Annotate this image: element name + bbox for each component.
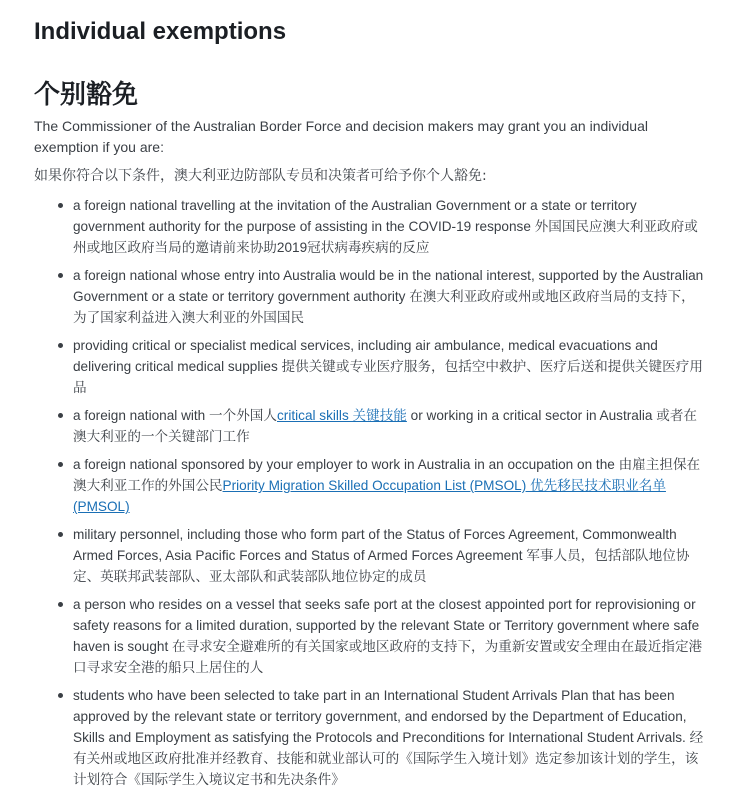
list-item [34,685,714,790]
list-item [34,195,714,258]
list-item-text: students who have been selected to take part in an International Student Arrivals Plan that has been approved by the relevant state or territory government, and endorsed by the Department of Education, Skills and Employment as satisfying the Protocols and Preconditions for International Student Arrivals. 经有关州或地区政府批准并经教育、技能和就业部认可的《国际学生入境计划》选定参加该计划的学生，该计划符合《国际学生入境议定书和先决条件》 [73,688,704,787]
bullet-icon [58,602,63,607]
bullet-icon [58,273,63,278]
list-item [34,524,714,587]
intro-paragraph: The Commissioner of the Australian Border Force and decision makers may grant you an individual exemption if you are: [34,118,648,155]
bullet-icon [58,413,63,418]
list-item-text: a foreign national sponsored by your employer to work in Australia in an occupation on the 由雇主担保在澳大利亚工作的外国公民 [73,457,701,493]
list-item-text: a foreign national whose entry into Australia would be in the national interest, supported by the Australian Government or a state or territory government authority 在澳大利亚政府或州或地区政府当局的支持下，为了国家利益进入澳大利亚的外国国民 [73,268,704,325]
list-item [34,335,714,398]
bullet-icon [58,203,63,208]
list-item-text: military personnel, including those who form part of the Status of Forces Agreement, Commonwealth Armed Forces, Asia Pacific Forces and Status of Armed Forces Agreement 军事人员，包括部队地位协定、英联邦武装部队、亚太部队和武装部队地位协定的成员 [73,527,690,584]
list-item-text: a person who resides on a vessel that seeks safe port at the closest appointed port for reprovisioning or safety reasons for a limited duration, supported by the relevant State or Territory government where safe haven is sought 在寻求安全避难所的有关国家或地区政府的支持下，为重新安置或安全理由在最近指定港口寻求安全港的船只上居住的人 [73,597,703,675]
list-item-text: a foreign national travelling at the invitation of the Australian Government or a state or territory government authority for the purpose of assisting in the COVID-19 response 外国国民应澳大利亚政府或州或地区政府当局的邀请前来协助2019冠状病毒疾病的反应 [73,198,698,255]
list-item [34,454,714,517]
critical-skills-link[interactable]: critical skills 关键技能 [277,408,407,423]
exemption-list [34,195,714,790]
bullet-icon [58,693,63,698]
list-item [34,405,714,447]
list-item [34,265,714,328]
bullet-icon [58,532,63,537]
bullet-icon [58,343,63,348]
list-item-text: or working in a critical sector in Australia 或者在澳大利亚的一个关键部门工作 [73,408,698,444]
page-title-chinese: 个别豁免 [34,80,139,110]
list-item-text: a foreign national with 一个外国人 [73,408,277,423]
intro-paragraph-chinese: 如果你符合以下条件，澳大利亚边防部队专员和决策者可给予你个人豁免: [34,168,487,184]
list-item-text: providing critical or specialist medical services, including air ambulance, medical evacuations and delivering critical medical supplies 提供关键或专业医疗服务，包括空中救护、医疗后送和提供关键医疗用品 [73,338,703,395]
bullet-icon [58,462,63,467]
pmsol-link[interactable]: Priority Migration Skilled Occupation List (PMSOL) 优先移民技术职业名单(PMSOL) [73,478,666,514]
page-title: Individual exemptions [34,18,287,45]
list-item [34,594,714,678]
